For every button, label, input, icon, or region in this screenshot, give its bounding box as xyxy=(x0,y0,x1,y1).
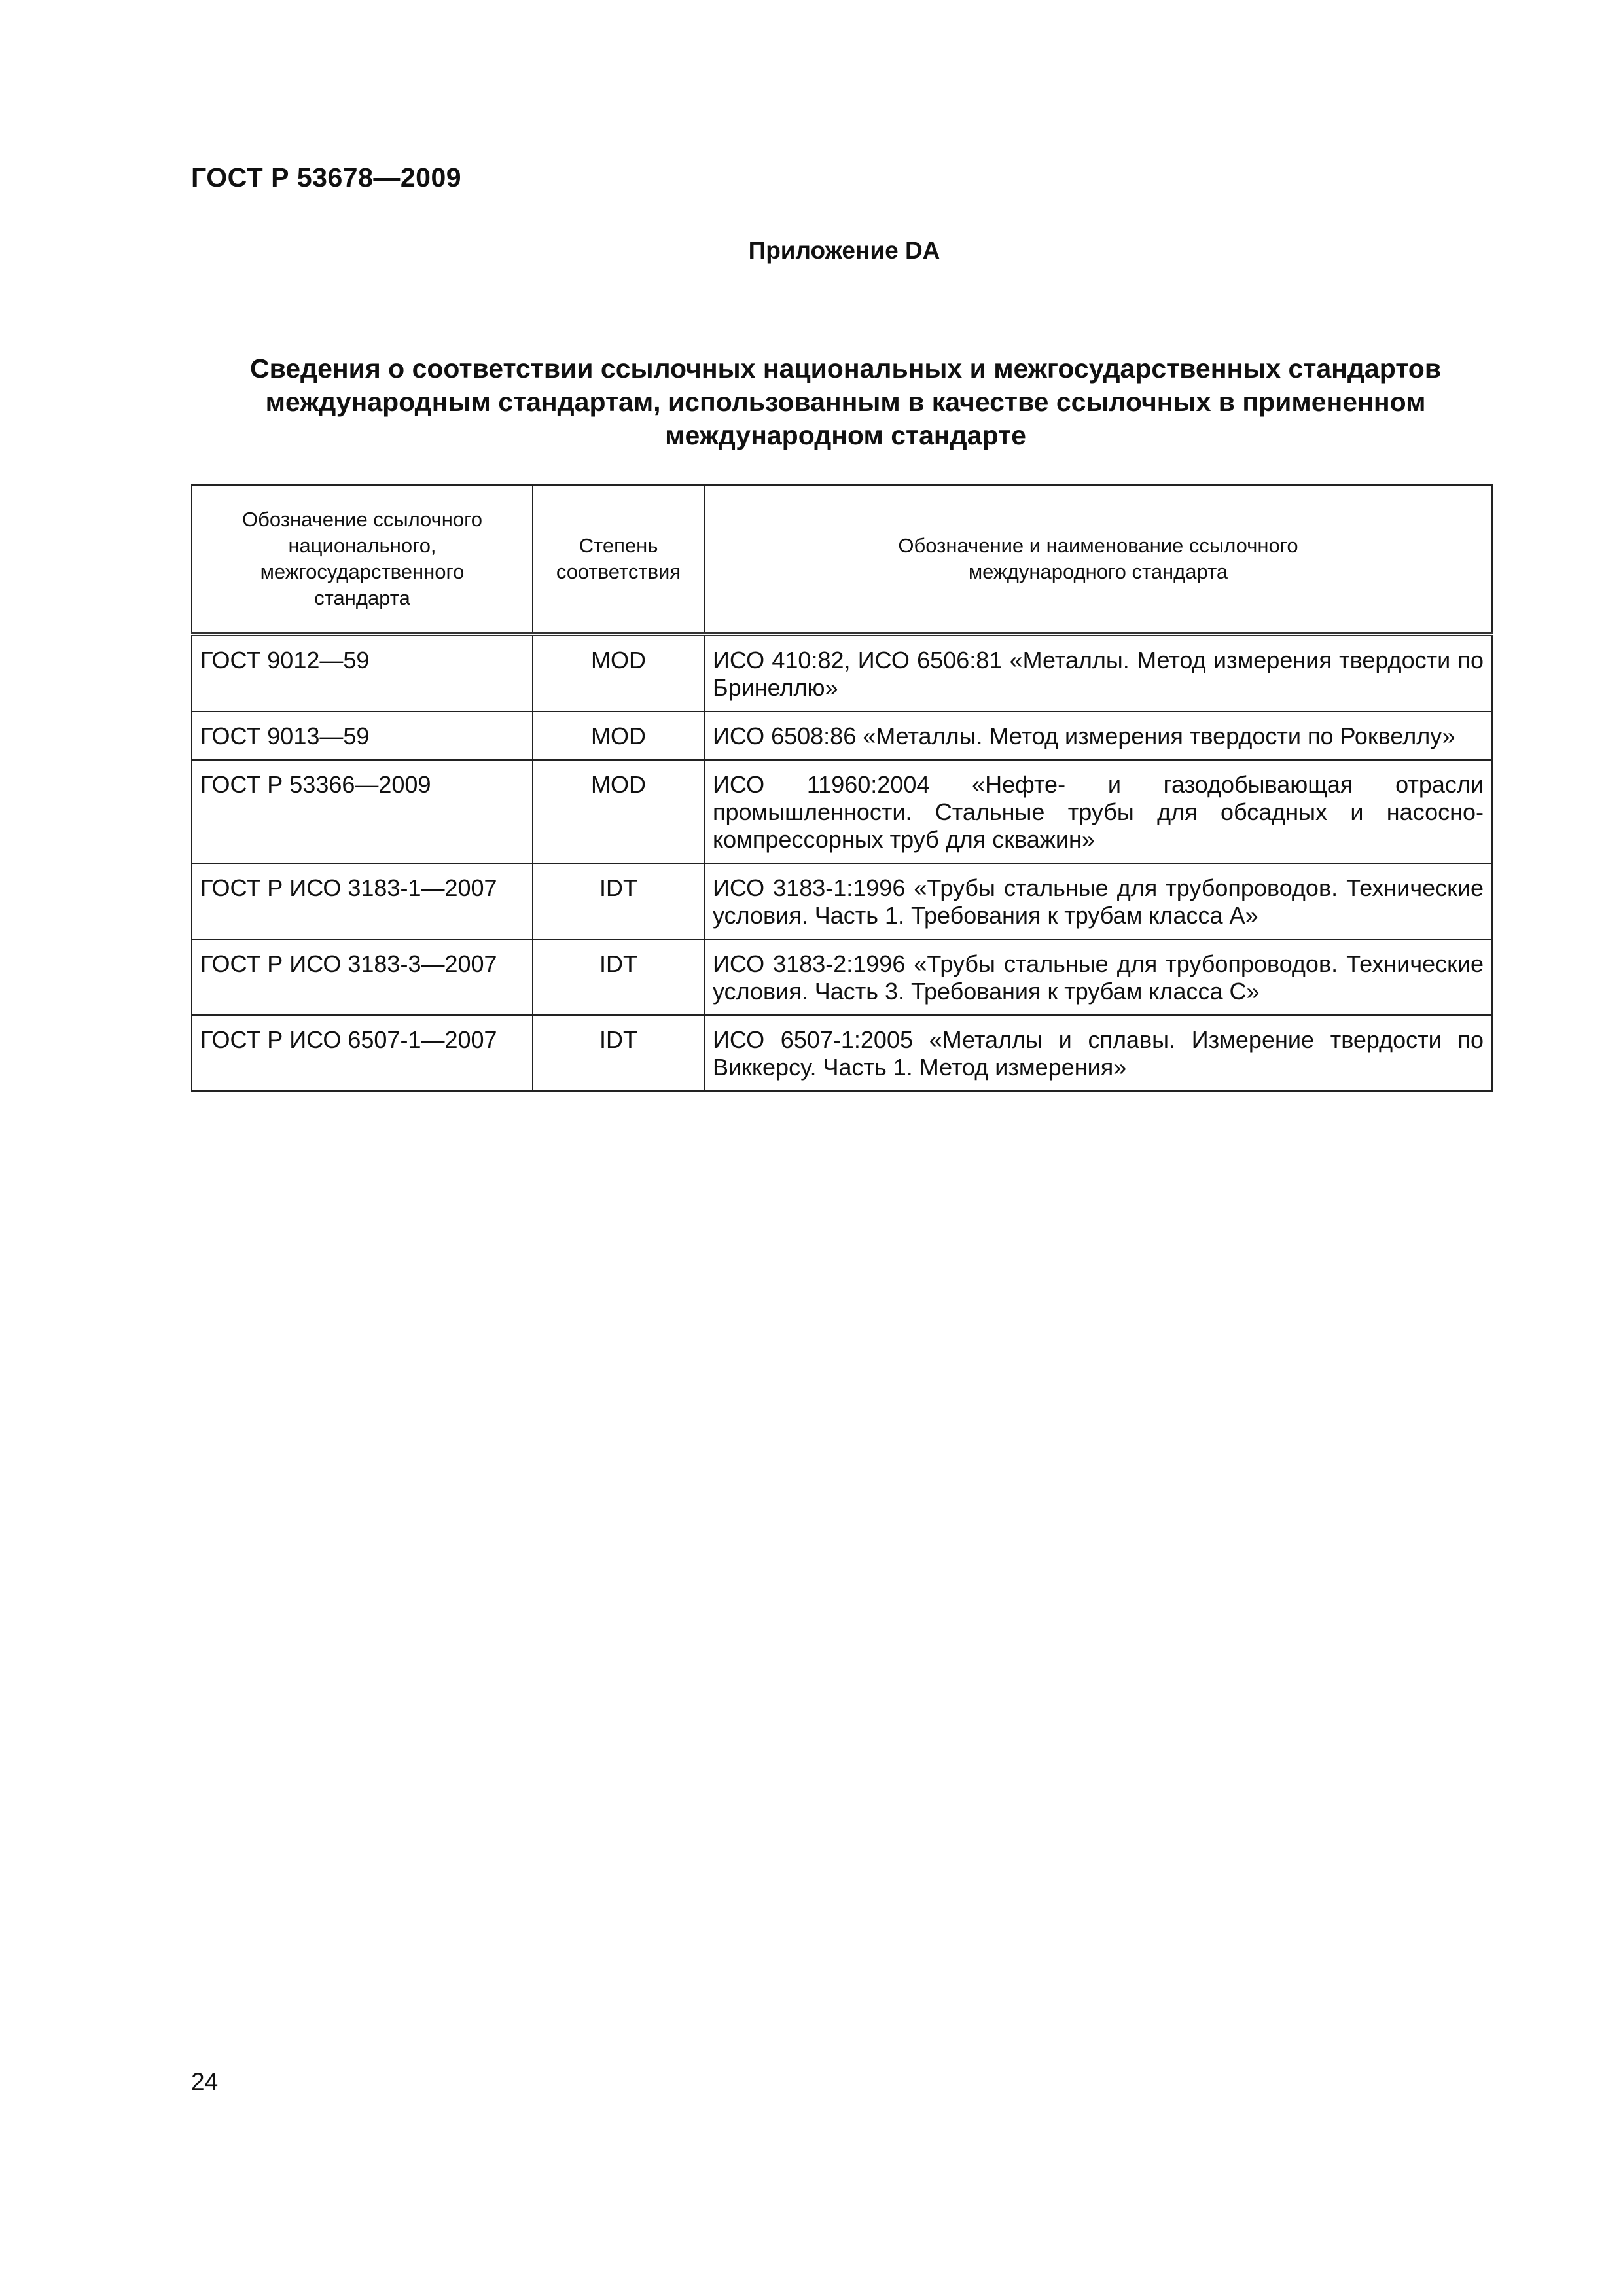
table-row xyxy=(192,863,1492,939)
cell-national: ГОСТ 9012—59 xyxy=(192,634,533,711)
cell-national: ГОСТ Р 53366—2009 xyxy=(192,760,533,863)
cell-international: ИСО 6508:86 «Металлы. Метод измерения твердости по Роквеллу» xyxy=(704,711,1492,760)
table-row xyxy=(192,939,1492,1015)
title-line: международном стандарте xyxy=(665,420,1026,450)
appendix-label: Приложение DA xyxy=(748,237,940,264)
cell-degree: MOD xyxy=(533,760,704,863)
table-row xyxy=(192,634,1492,711)
header-international-text: Обозначение и наименование ссылочного международного стандарта xyxy=(898,534,1298,583)
page-title xyxy=(191,352,1500,452)
cell-degree: IDT xyxy=(533,1015,704,1091)
header-degree xyxy=(533,485,704,634)
cell-national: ГОСТ Р ИСО 3183-3—2007 xyxy=(192,939,533,1015)
cell-degree: MOD xyxy=(533,634,704,711)
table-header-row xyxy=(192,485,1492,634)
document-code: ГОСТ Р 53678—2009 xyxy=(191,162,462,192)
page-number: 24 xyxy=(191,2068,219,2095)
cell-degree: MOD xyxy=(533,711,704,760)
header-national-text: Обозначение ссылочного национального, межгосударственного стандарта xyxy=(242,508,482,609)
cell-international: ИСО 3183-2:1996 «Трубы стальные для трубопроводов. Технические условия. Часть 3. Требования к трубам класса С» xyxy=(704,939,1492,1015)
table-row xyxy=(192,711,1492,760)
header-international-standard xyxy=(704,485,1492,634)
header-national-standard xyxy=(192,485,533,634)
title-line: международным стандартам, использованным в качестве ссылочных в примененном xyxy=(265,387,1426,417)
cell-international: ИСО 11960:2004 «Нефте- и газодобывающая отрасли промышленности. Стальные трубы для обсадных и насосно-компрессорных труб для скважин» xyxy=(704,760,1492,863)
cell-international: ИСО 3183-1:1996 «Трубы стальные для трубопроводов. Технические условия. Часть 1. Требования к трубам класса А» xyxy=(704,863,1492,939)
cell-national: ГОСТ Р ИСО 3183-1—2007 xyxy=(192,863,533,939)
table-row xyxy=(192,1015,1492,1091)
table-row xyxy=(192,760,1492,863)
cell-national: ГОСТ 9013—59 xyxy=(192,711,533,760)
header-degree-text: Степень соответствия xyxy=(556,534,681,583)
cell-national: ГОСТ Р ИСО 6507-1—2007 xyxy=(192,1015,533,1091)
title-line: Сведения о соответствии ссылочных национальных и межгосударственных стандартов xyxy=(249,353,1442,384)
cell-international: ИСО 6507-1:2005 «Металлы и сплавы. Измерение твердости по Виккерсу. Часть 1. Метод измерения» xyxy=(704,1015,1492,1091)
cell-degree: IDT xyxy=(533,939,704,1015)
cell-international: ИСО 410:82, ИСО 6506:81 «Металлы. Метод измерения твердости по Бринеллю» xyxy=(704,634,1492,711)
cell-degree: IDT xyxy=(533,863,704,939)
reference-standards-table xyxy=(191,484,1493,1092)
